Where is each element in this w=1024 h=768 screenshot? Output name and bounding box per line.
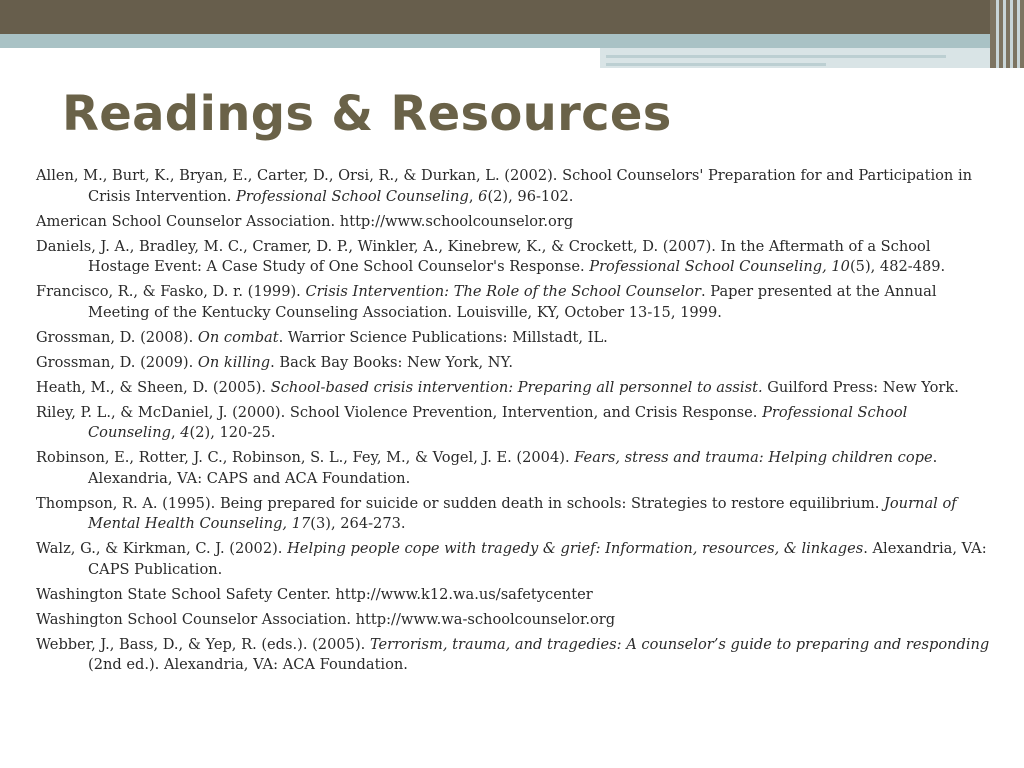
reference-italic-text: Professional School Counseling bbox=[236, 187, 469, 205]
reference-text: , bbox=[468, 187, 479, 205]
reference-item bbox=[36, 494, 996, 535]
reference-item bbox=[36, 212, 996, 233]
reference-text: . Alexandria, VA: CAPS Publication. bbox=[88, 540, 987, 578]
reference-text: Robinson, E., Rotter, J. C., Robinson, S. L., Fey, M., & Vogel, J. E. (2004). bbox=[36, 449, 575, 466]
reference-italic-text: Crisis Intervention: The Role of the School Counselor bbox=[305, 283, 701, 300]
reference-italic-text: Professional School Counseling, 10 bbox=[589, 258, 850, 275]
reference-italic-text: Terrorism, trauma, and tragedies: A counselor’s guide to preparing and responding bbox=[369, 635, 990, 653]
reference-text: Walz, G., & Kirkman, C. J. (2002). bbox=[36, 540, 288, 557]
header-corner-bar bbox=[996, 0, 999, 68]
reference-text: Washington State School Safety Center. http://www.k12.wa.us/safetycenter bbox=[36, 585, 593, 603]
header-band bbox=[0, 0, 1024, 34]
reference-item bbox=[36, 282, 996, 323]
header-corner-bar bbox=[1017, 0, 1020, 68]
reference-italic-text: 6 bbox=[478, 187, 488, 205]
reference-text: . Warrior Science Publications: Millstadt, IL. bbox=[278, 328, 608, 346]
reference-text: Thompson, R. A. (1995). Being prepared for suicide or sudden death in schools: Strategies to restore equilibrium. bbox=[36, 494, 885, 512]
reference-italic-text: Professional School Counseling bbox=[88, 403, 908, 441]
reference-text: Heath, M., & Sheen, D. (2005). bbox=[36, 378, 271, 396]
reference-text: . Paper presented at the Annual Meeting of the Kentucky Counseling Association. Louisville, KY, October 13-15, 1999. bbox=[88, 283, 937, 321]
reference-text: Francisco, R., & Fasko, D. r. (1999). bbox=[36, 283, 306, 300]
reference-text: (3), 264-273. bbox=[310, 515, 406, 532]
reference-item bbox=[36, 237, 996, 278]
reference-item bbox=[36, 378, 996, 399]
reference-item bbox=[36, 353, 996, 374]
header-accent-line bbox=[606, 55, 946, 58]
reference-italic-text: 4 bbox=[180, 424, 190, 441]
reference-italic-text: Journal of Mental Health Counseling, 17 bbox=[88, 494, 957, 532]
reference-text: Washington School Counselor Association. http://www.wa-schoolcounselor.org bbox=[36, 610, 616, 628]
header-accent-line bbox=[606, 63, 826, 66]
reference-italic-text: On combat bbox=[197, 328, 279, 346]
reference-item bbox=[36, 539, 996, 580]
reference-item bbox=[36, 403, 996, 444]
reference-item bbox=[36, 328, 996, 349]
reference-item bbox=[36, 585, 996, 606]
slide-title: Readings & Resources bbox=[62, 86, 672, 142]
reference-italic-text: Fears, stress and trauma: Helping children cope bbox=[574, 449, 933, 466]
reference-text: (2nd ed.). Alexandria, VA: ACA Foundation. bbox=[88, 656, 408, 673]
header-corner-bar bbox=[1003, 0, 1006, 68]
reference-text: Grossman, D. (2009). bbox=[36, 353, 198, 371]
reference-text: , bbox=[170, 424, 181, 441]
reference-text: (5), 482-489. bbox=[849, 258, 946, 275]
reference-text: Allen, M., Burt, K., Bryan, E., Carter, D., Orsi, R., & Durkan, L. (2002). School Counselors' Preparation for and Participation in Crisis Intervention. bbox=[36, 167, 973, 205]
reference-item bbox=[36, 610, 996, 631]
reference-text: Daniels, J. A., Bradley, M. C., Cramer, D. P., Winkler, A., Kinebrew, K., & Crockett, D. (2007). In the Aftermath of a School Hostage Event: A Case Study of One School Counselor's Response. bbox=[36, 237, 931, 275]
reference-item bbox=[36, 448, 996, 489]
reference-text: Grossman, D. (2008). bbox=[36, 328, 198, 346]
reference-text: . Back Bay Books: New York, NY. bbox=[270, 353, 513, 371]
reference-text: American School Counselor Association. http://www.schoolcounselor.org bbox=[36, 212, 574, 230]
reference-italic-text: Helping people cope with tragedy & grief: Information, resources, & linkages bbox=[287, 540, 864, 557]
reference-text: Webber, J., Bass, D., & Yep, R. (eds.). (2005). bbox=[36, 635, 370, 653]
reference-text: Riley, P. L., & McDaniel, J. (2000). School Violence Prevention, Intervention, and Crisis Response. bbox=[36, 403, 763, 421]
reference-text: Guilford Press: New York. bbox=[762, 378, 959, 396]
reference-italic-text: School-based crisis intervention: Preparing all personnel to assist. bbox=[270, 378, 763, 396]
header-stripe bbox=[0, 34, 1024, 48]
reference-italic-text: On killing bbox=[197, 353, 271, 371]
reference-list bbox=[36, 166, 996, 680]
reference-text: (2), 96-102. bbox=[487, 187, 574, 205]
reference-text: (2), 120-25. bbox=[189, 424, 276, 441]
reference-item bbox=[36, 635, 996, 676]
reference-text: . Alexandria, VA: CAPS and ACA Foundation. bbox=[88, 449, 938, 487]
header-corner-bar bbox=[1010, 0, 1013, 68]
reference-item bbox=[36, 166, 996, 207]
